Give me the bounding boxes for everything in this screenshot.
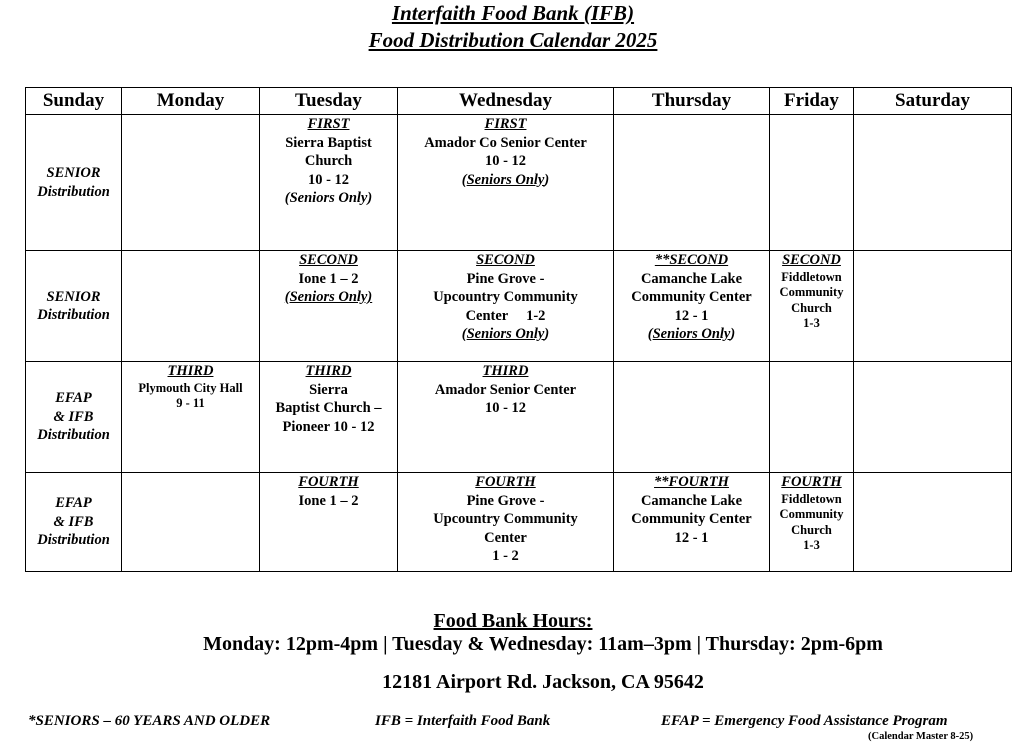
time-line: 10 - 12 xyxy=(307,171,350,188)
week-ordinal: FIRST xyxy=(307,116,350,132)
site-line: Upcountry Community xyxy=(433,289,578,305)
site-line: Fiddletown xyxy=(781,491,842,506)
week-ordinal: **FOURTH xyxy=(654,474,729,490)
day-wednesday: Wednesday xyxy=(398,88,614,115)
row-label-line: EFAP xyxy=(55,495,92,512)
row-label-line: SENIOR xyxy=(46,288,101,305)
row-label-line: & IFB xyxy=(53,513,94,530)
day-friday: Friday xyxy=(770,88,854,115)
cell-monday xyxy=(122,251,260,362)
week-ordinal: FOURTH xyxy=(781,474,842,490)
document-title: Interfaith Food Bank (IFB) xyxy=(391,1,635,25)
row-label xyxy=(26,473,122,572)
week-ordinal: SECOND xyxy=(782,252,841,268)
week-row-first xyxy=(26,115,1012,251)
site-line: Amador Senior Center xyxy=(434,381,577,398)
hours-title: Food Bank Hours: xyxy=(433,610,593,632)
site-line: Sierra Baptist xyxy=(285,134,372,151)
site-line: Community xyxy=(779,507,844,521)
calendar-master-note: (Calendar Master 8-25) xyxy=(868,731,974,742)
site-line: Sierra xyxy=(309,381,348,398)
cell-tuesday xyxy=(260,115,398,251)
week-ordinal: FIRST xyxy=(484,116,527,132)
site-line: Plymouth City Hall xyxy=(138,380,243,395)
cell-friday xyxy=(770,251,854,362)
time-line: 10 - 12 xyxy=(484,153,527,169)
cell-monday xyxy=(122,473,260,572)
site-line: Church xyxy=(791,300,832,315)
site-line: Pioneer 10 - 12 xyxy=(282,418,375,435)
cell-friday xyxy=(770,362,854,473)
row-label-line: SENIOR xyxy=(46,165,101,181)
cell-saturday xyxy=(854,473,1012,572)
day-monday: Monday xyxy=(122,88,260,115)
week-ordinal: SECOND xyxy=(476,252,535,268)
site-line: Fiddletown xyxy=(781,269,842,284)
hours-text: Monday: 12pm-4pm | Tuesday & Wednesday: 11am–3pm | Thursday: 2pm-6pm xyxy=(203,633,883,655)
cell-tuesday xyxy=(260,251,398,362)
day-thursday: Thursday xyxy=(614,88,770,115)
cell-monday xyxy=(122,362,260,473)
site-line: Camanche Lake xyxy=(640,270,743,287)
week-row-fourth xyxy=(26,473,1012,572)
cell-wednesday xyxy=(398,251,614,362)
footnote-efap: EFAP = Emergency Food Assistance Program xyxy=(661,713,948,729)
row-label-line: & IFB xyxy=(53,408,94,425)
footnote-seniors: *SENIORS – 60 YEARS AND OLDER xyxy=(28,713,271,729)
cell-saturday xyxy=(854,362,1012,473)
time-line: 1 - 2 xyxy=(492,548,519,564)
site-line: Center xyxy=(484,529,527,546)
cell-thursday xyxy=(614,251,770,362)
row-label xyxy=(26,362,122,473)
row-label xyxy=(26,115,122,251)
week-ordinal: THIRD xyxy=(482,363,529,379)
site-line: Community xyxy=(779,285,844,299)
cell-thursday xyxy=(614,473,770,572)
cell-wednesday xyxy=(398,473,614,572)
cell-thursday xyxy=(614,115,770,251)
row-label-line: EFAP xyxy=(55,390,92,407)
time-line: 1-3 xyxy=(803,538,820,552)
site-line: Church xyxy=(791,522,832,537)
site-line: Camanche Lake xyxy=(640,492,743,509)
row-label-line: Distribution xyxy=(37,427,110,444)
cell-wednesday xyxy=(398,115,614,251)
distribution-calendar xyxy=(25,87,1012,572)
week-ordinal: FOURTH xyxy=(475,474,536,490)
time-line: 1-3 xyxy=(803,316,820,330)
time-line: 10 - 12 xyxy=(484,400,527,416)
cell-wednesday xyxy=(398,362,614,473)
time-line: 9 - 11 xyxy=(176,396,205,410)
site-line: Baptist Church – xyxy=(275,400,382,416)
site-line: Ione 1 – 2 xyxy=(298,492,359,509)
week-row-third xyxy=(26,362,1012,473)
row-label-line: Distribution xyxy=(37,183,110,200)
cell-monday xyxy=(122,115,260,251)
cell-tuesday xyxy=(260,473,398,572)
site-line: Amador Co Senior Center xyxy=(424,134,587,151)
site-line: Pine Grove - xyxy=(466,492,545,509)
site-line: Church xyxy=(304,153,353,169)
footnote-ifb: IFB = Interfaith Food Bank xyxy=(375,713,551,729)
site-line: Community Center xyxy=(631,511,752,527)
week-ordinal: SECOND xyxy=(299,252,358,268)
day-tuesday: Tuesday xyxy=(260,88,398,115)
cell-tuesday xyxy=(260,362,398,473)
address: 12181 Airport Rd. Jackson, CA 95642 xyxy=(382,671,704,693)
time-line: 12 - 1 xyxy=(674,307,709,324)
seniors-only-note: (Seniors Only) xyxy=(284,190,373,206)
cell-thursday xyxy=(614,362,770,473)
day-header-row xyxy=(26,88,1012,115)
time-line: 12 - 1 xyxy=(674,529,709,546)
day-sunday: Sunday xyxy=(26,88,122,115)
row-label xyxy=(26,251,122,362)
cell-saturday xyxy=(854,251,1012,362)
site-line: Ione 1 – 2 xyxy=(298,270,359,287)
week-ordinal: THIRD xyxy=(167,363,214,379)
row-label-line: Distribution xyxy=(37,307,110,323)
cell-friday xyxy=(770,473,854,572)
seniors-only-note: (Seniors Only) xyxy=(647,326,736,342)
document-subtitle: Food Distribution Calendar 2025 xyxy=(368,28,658,52)
site-line: Center 1-2 xyxy=(465,307,546,324)
seniors-only-note: (Seniors Only) xyxy=(461,171,550,188)
site-line: Pine Grove - xyxy=(466,270,545,287)
week-ordinal: THIRD xyxy=(305,363,352,379)
seniors-only-note: (Seniors Only) xyxy=(461,326,550,342)
day-saturday: Saturday xyxy=(854,88,1012,115)
week-row-second xyxy=(26,251,1012,362)
week-ordinal: FOURTH xyxy=(298,474,359,490)
seniors-only-note: (Seniors Only) xyxy=(284,289,373,305)
cell-friday xyxy=(770,115,854,251)
cell-saturday xyxy=(854,115,1012,251)
site-line: Upcountry Community xyxy=(433,511,578,527)
row-label-line: Distribution xyxy=(37,532,110,549)
week-ordinal: **SECOND xyxy=(654,252,729,268)
site-line: Community Center xyxy=(631,289,752,305)
